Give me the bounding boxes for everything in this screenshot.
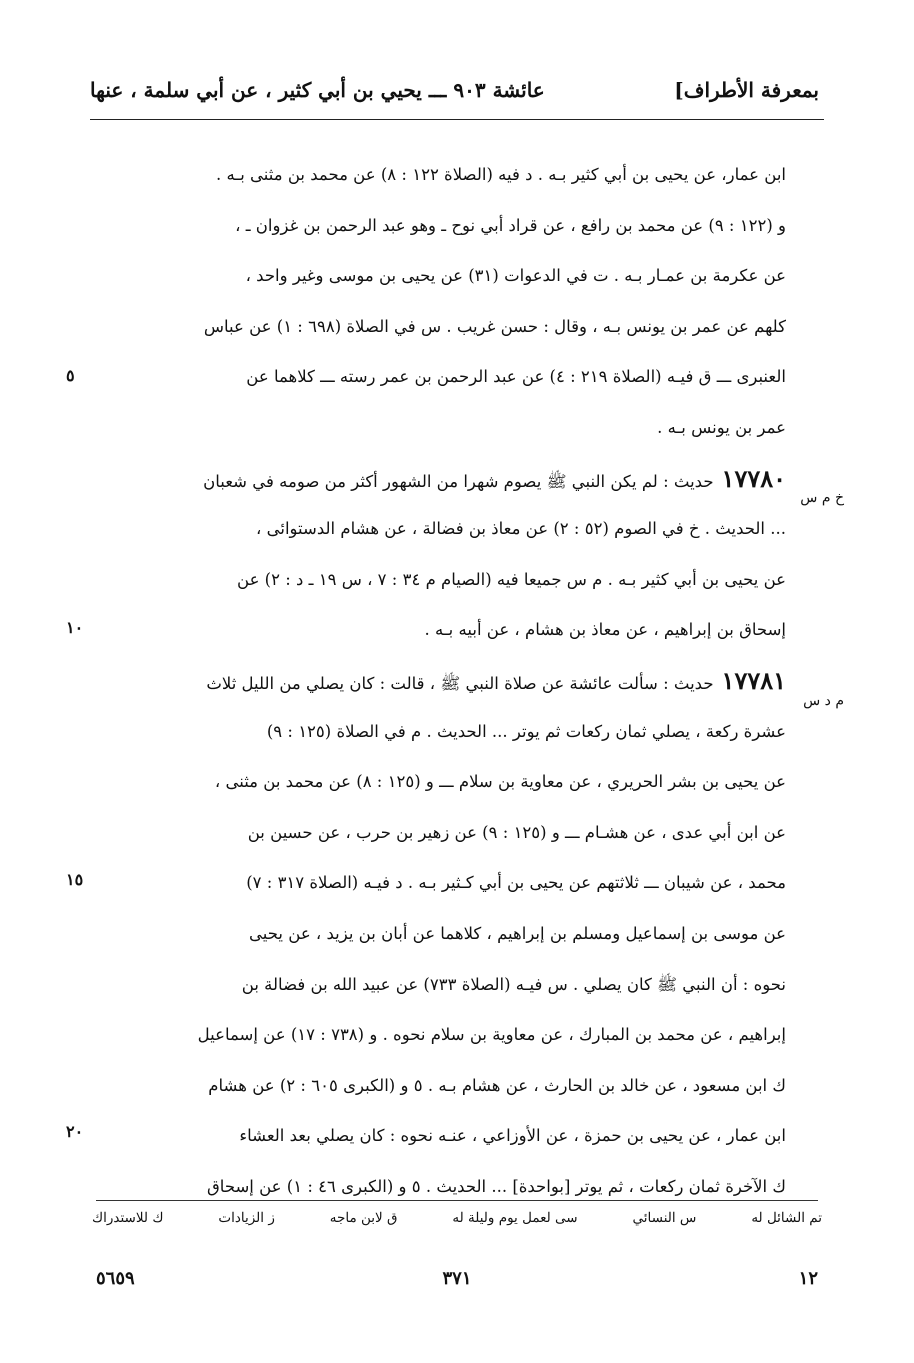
text-line: عن موسى بن إسماعيل ومسلم بن إبراهيم ، كلاهما عن أبان بن يزيد ، عن يحيى	[249, 923, 786, 943]
text-line: نحوه : أن النبي ﷺ كان يصلي . س فيـه (الصلاة ٧٣٣) عن عبيد الله بن فضالة بن	[241, 974, 786, 994]
text-line: إبراهيم ، عن محمد بن المبارك ، عن معاوية بن سلام نحوه . و (٧٣٨ : ١٧) عن إسماعيل	[197, 1025, 786, 1045]
text-line: ك ابن مسعود ، عن خالد بن الحارث ، عن هشام بـه . ٥ و (الكبرى ٦٠٥ : ٢) عن هشام	[208, 1075, 786, 1095]
text-line: حديث : سألت عائشة عن صلاة النبي ﷺ ، قالت : كان يصلي من الليل ثلاث	[206, 673, 714, 693]
text-line: ... الحديث . خ في الصوم (٥٢ : ٢) عن معاذ بن فضالة ، عن هشام الدستوائى ،	[256, 519, 786, 539]
header-chapter-title: عائشة ٩٠٣ ـــ يحيي بن أبي كثير ، عن أبي سلمة ، عنها	[90, 78, 545, 102]
entry-number: ١٧٧٨١	[721, 665, 786, 695]
line-number: ١٠	[66, 618, 84, 637]
legend-item: س النسائي	[632, 1210, 697, 1226]
text-line: عن يحيى بن بشر الحريري ، عن معاوية بن سلام ـــ و (١٢٥ : ٨) عن محمد بن مثنى ،	[214, 772, 786, 792]
entry-sigla: م د س	[803, 693, 844, 709]
text-line: عن عكرمة بن عمـار بـه . ت في الدعوات (٣١) عن يحيى بن موسى وغير واحد ،	[245, 266, 786, 286]
legend-item: ز الزيادات	[218, 1210, 275, 1226]
text-line: محمد ، عن شيبان ـــ ثلاثتهم عن يحيى بن أبي كـثير بـه . د فيـه (الصلاة ٣١٧ : ٧)	[246, 873, 786, 893]
page-footer	[96, 1268, 818, 1298]
entry-first-line	[92, 656, 786, 707]
entry-number: ١٧٧٨٠	[721, 463, 786, 493]
text-line: و (١٢٢ : ٩) عن محمد بن رافع ، عن قراد أبي نوح ـ وهو عبد الرحمن بن غزوان ـ ،	[235, 215, 786, 235]
text-line: إسحاق بن إبراهيم ، عن معاذ بن هشام ، عن أبيه بـه .	[424, 620, 786, 640]
text-line: ك الآخرة ثمان ركعات ، ثم يوتر [بواحدة] ... الحديث . ٥ و (الكبرى ٤٦ : ١) عن إسحاق	[206, 1176, 786, 1196]
entry-sigla: خ م س	[800, 490, 844, 506]
text-line: عمر بن يونس بـه .	[657, 417, 786, 437]
abbreviations-legend	[92, 1210, 822, 1240]
text-line: عشرة ركعة ، يصلي ثمان ركعات ثم يوتر ... الحديث . م في الصلاة (١٢٥ : ٩)	[266, 721, 786, 741]
text-line: حديث : لم يكن النبي ﷺ يصوم شهرا من الشهور أكثر من صومه في شعبان	[203, 471, 714, 491]
serial-number: ٥٦٥٩	[96, 1268, 135, 1289]
text-line: عن يحيى بن أبي كثير بـه . م س جميعا فيه (الصيام م ٣٤ : ٧ ، س ١٩ ـ د : ٢) عن	[237, 569, 786, 589]
line-number: ١٥	[66, 870, 84, 889]
legend-item: سى لعمل يوم وليلة له	[452, 1210, 578, 1226]
text-line: ابن عمار، عن يحيى بن أبي كثير بـه . د فيه (الصلاة ١٢٢ : ٨) عن محمد بن مثنى بـه .	[216, 165, 786, 184]
text-line: العنبرى ـــ ق فيـه (الصلاة ٢١٩ : ٤) عن عبد الرحمن بن عمر رسته ـــ كلاهما عن	[246, 367, 786, 387]
line-number: ٥	[66, 366, 75, 385]
legend-item: تم الشائل له	[751, 1210, 822, 1226]
footnote-rule	[96, 1200, 818, 1201]
header-rule	[90, 119, 824, 120]
volume-number: ١٢	[798, 1268, 818, 1289]
legend-item: ك للاستدراك	[92, 1210, 164, 1226]
line-number: ٢٠	[66, 1122, 84, 1141]
running-header	[90, 72, 819, 118]
text-line: ابن عمار ، عن يحيى بن حمزة ، عن الأوزاعي ، عنـه نحوه : كان يصلي بعد العشاء	[239, 1126, 786, 1146]
header-book-title: بمعرفة الأطراف]	[674, 78, 819, 102]
page-number: ٣٧١	[442, 1268, 472, 1289]
text-line: كلهم عن عمر بن يونس بـه ، وقال : حسن غريب . س في الصلاة (٦٩٨ : ١) عن عباس	[203, 316, 786, 336]
main-text	[92, 150, 786, 1212]
legend-item: ق لابن ماجه	[329, 1210, 398, 1226]
entry-first-line	[92, 454, 786, 505]
text-line: عن ابن أبي عدى ، عن هشـام ـــ و (١٢٥ : ٩) عن زهير بن حرب ، عن حسين بن	[247, 822, 786, 842]
